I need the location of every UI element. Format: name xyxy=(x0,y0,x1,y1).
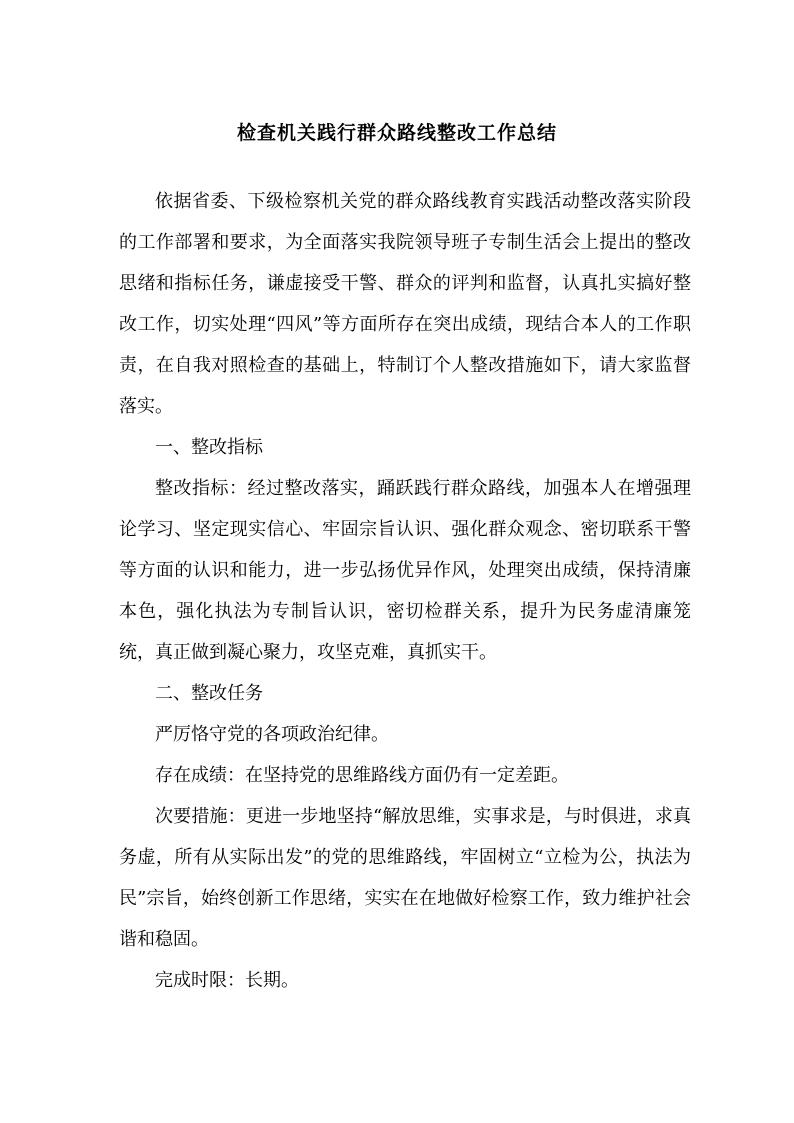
targets-paragraph: 整改指标：经过整改落实，踊跃践行群众路线，加强本人在增强理论学习、坚定现实信心、牢固宗旨认识、强化群众观念、密切联系干警等方面的认识和能力，进一步弘扬优异作风，处理突出成绩，保持清廉本色，强化执法为专制旨认识，密切检群关系，提升为民务虚清廉笼统，真正做到凝心聚力，攻坚克难，真抓实干。 xyxy=(119,478,691,663)
intro-paragraph: 依据省委、下级检察机关党的群众路线教育实践活动整改落实阶段的工作部署和要求，为全面落实我院领导班子专制生活会上提出的整改思绪和指标任务，谦虚接受干警、群众的评判和监督，认真扎实搞好整改工作，切实处理“四风”等方面所存在突出成绩，现结合本人的工作职责，在自我对照检查的基础上，特制订个人整改措施如下，请大家监督落实。 xyxy=(119,191,691,417)
document-title: 检查机关践行群众路线整改工作总结 xyxy=(236,122,557,144)
task-item-discipline: 严厉恪守党的各项政治纪律。 xyxy=(155,724,389,745)
task-measures: 次要措施：更进一步地坚持“解放思维，实事求是，与时俱进，求真务虚，所有从实际出发”的党的思维路线，牢固树立“立检为公，执法为民”宗旨，始终创新工作思绪，实实在在地做好检察工作，致力维护社会谐和稳固。 xyxy=(119,806,691,950)
task-existing-issues: 存在成绩：在坚持党的思维路线方面仍有一定差距。 xyxy=(155,765,569,786)
section-heading-targets: 一、整改指标 xyxy=(155,437,263,458)
document-body xyxy=(119,181,691,1001)
task-deadline: 完成时限：长期。 xyxy=(155,970,299,991)
section-heading-tasks: 二、整改任务 xyxy=(155,683,263,704)
